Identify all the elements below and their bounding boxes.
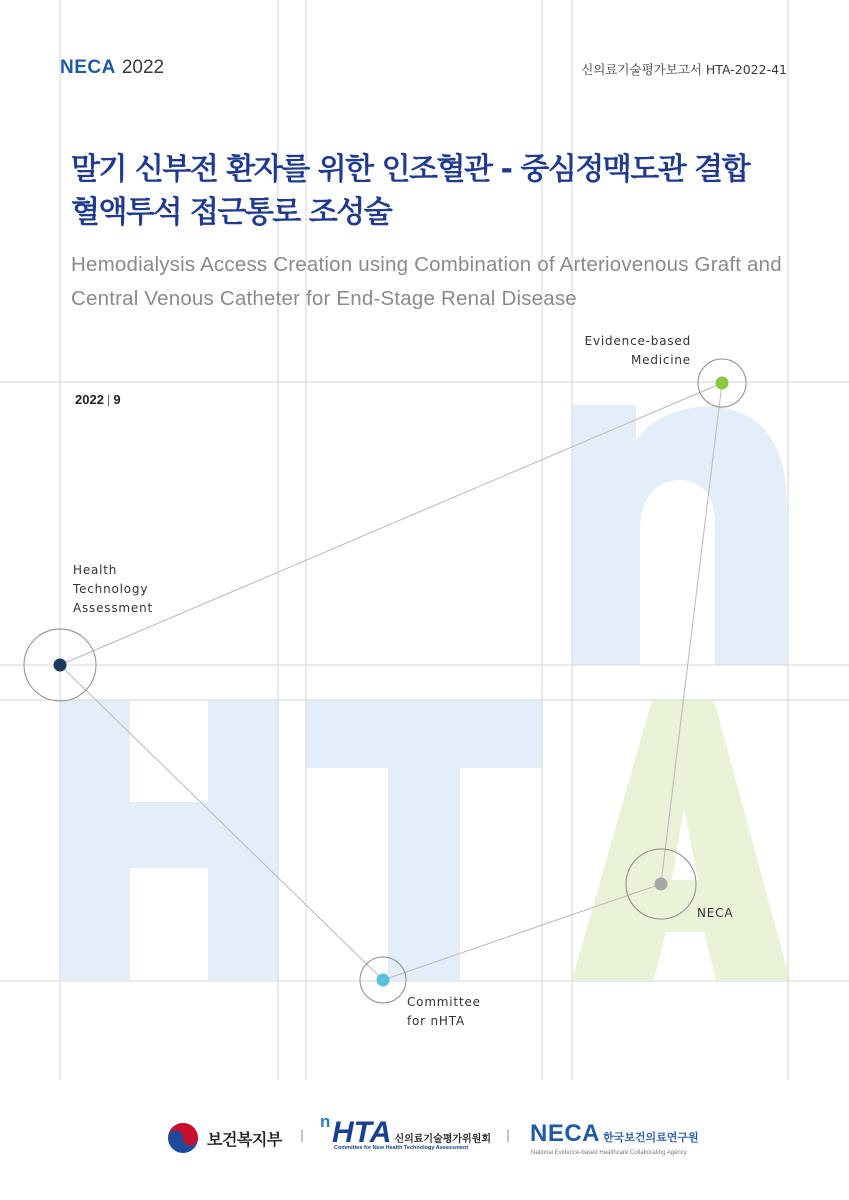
report-number: 신의료기술평가보고서 HTA-2022-41: [581, 62, 787, 77]
evidence-dot: [716, 377, 729, 390]
hta-dot: [54, 659, 67, 672]
publication-date: [75, 392, 121, 407]
taegeuk-emblem-icon: [167, 1122, 199, 1154]
footer-divider-1: |: [300, 1128, 305, 1142]
nhta-committee-logo: [320, 1112, 500, 1158]
english-title-line-2: Central Venous Catheter for End-Stage Renal Disease: [71, 287, 577, 310]
english-title-line-1: Hemodialysis Access Creation using Combination of Arteriovenous Graft and: [71, 253, 782, 276]
korean-title-line-2: 혈액투석 접근통로 조성술: [71, 195, 392, 230]
korean-title-line-1: 말기 신부전 환자를 위한 인조혈관 - 중심정맥도관 결합: [71, 152, 750, 187]
english-title: [71, 248, 782, 316]
publication-separator: |: [106, 392, 111, 407]
korean-title: [71, 148, 749, 234]
ministry-logo: [167, 1120, 282, 1156]
series-year: 2022: [121, 57, 165, 78]
letter-a: [572, 700, 790, 980]
neca-footer-wordmark: NECA: [530, 1120, 601, 1147]
publication-month: 9: [113, 392, 121, 407]
background-letters: [60, 405, 790, 980]
nhta-logo-text: HTA: [332, 1116, 392, 1149]
label-evidence-based-medicine: Evidence-based Medicine: [584, 334, 691, 367]
series-brand: [60, 56, 164, 80]
footer-divider-2: |: [506, 1128, 511, 1142]
letter-n: [572, 405, 787, 665]
neca-agency-english: National Evidence-based Healthcare Collaborating Agency: [531, 1150, 687, 1156]
neca-dot: [655, 878, 668, 891]
publication-year: 2022: [75, 392, 104, 407]
nhta-committee-name: 신의료기술평가위원회: [394, 1134, 492, 1145]
label-health-technology-assessment: Health Technology Assessment: [73, 563, 153, 615]
letter-t: [306, 700, 542, 980]
letter-h: [60, 700, 278, 980]
nhta-logo-prefix: n: [320, 1112, 331, 1131]
label-neca: NECA: [697, 906, 734, 920]
node-evidence: [698, 359, 746, 407]
label-committee-nhta: Committee for nHTA: [407, 995, 481, 1028]
ministry-name: 보건복지부: [207, 1129, 282, 1149]
neca-agency-name: 한국보건의료연구원: [603, 1131, 699, 1144]
nhta-committee-english: Committee for New Health Technology Assessment: [334, 1145, 469, 1151]
neca-agency-logo: [530, 1122, 730, 1160]
neca-wordmark: NECA: [60, 57, 116, 78]
committee-dot: [377, 974, 390, 987]
